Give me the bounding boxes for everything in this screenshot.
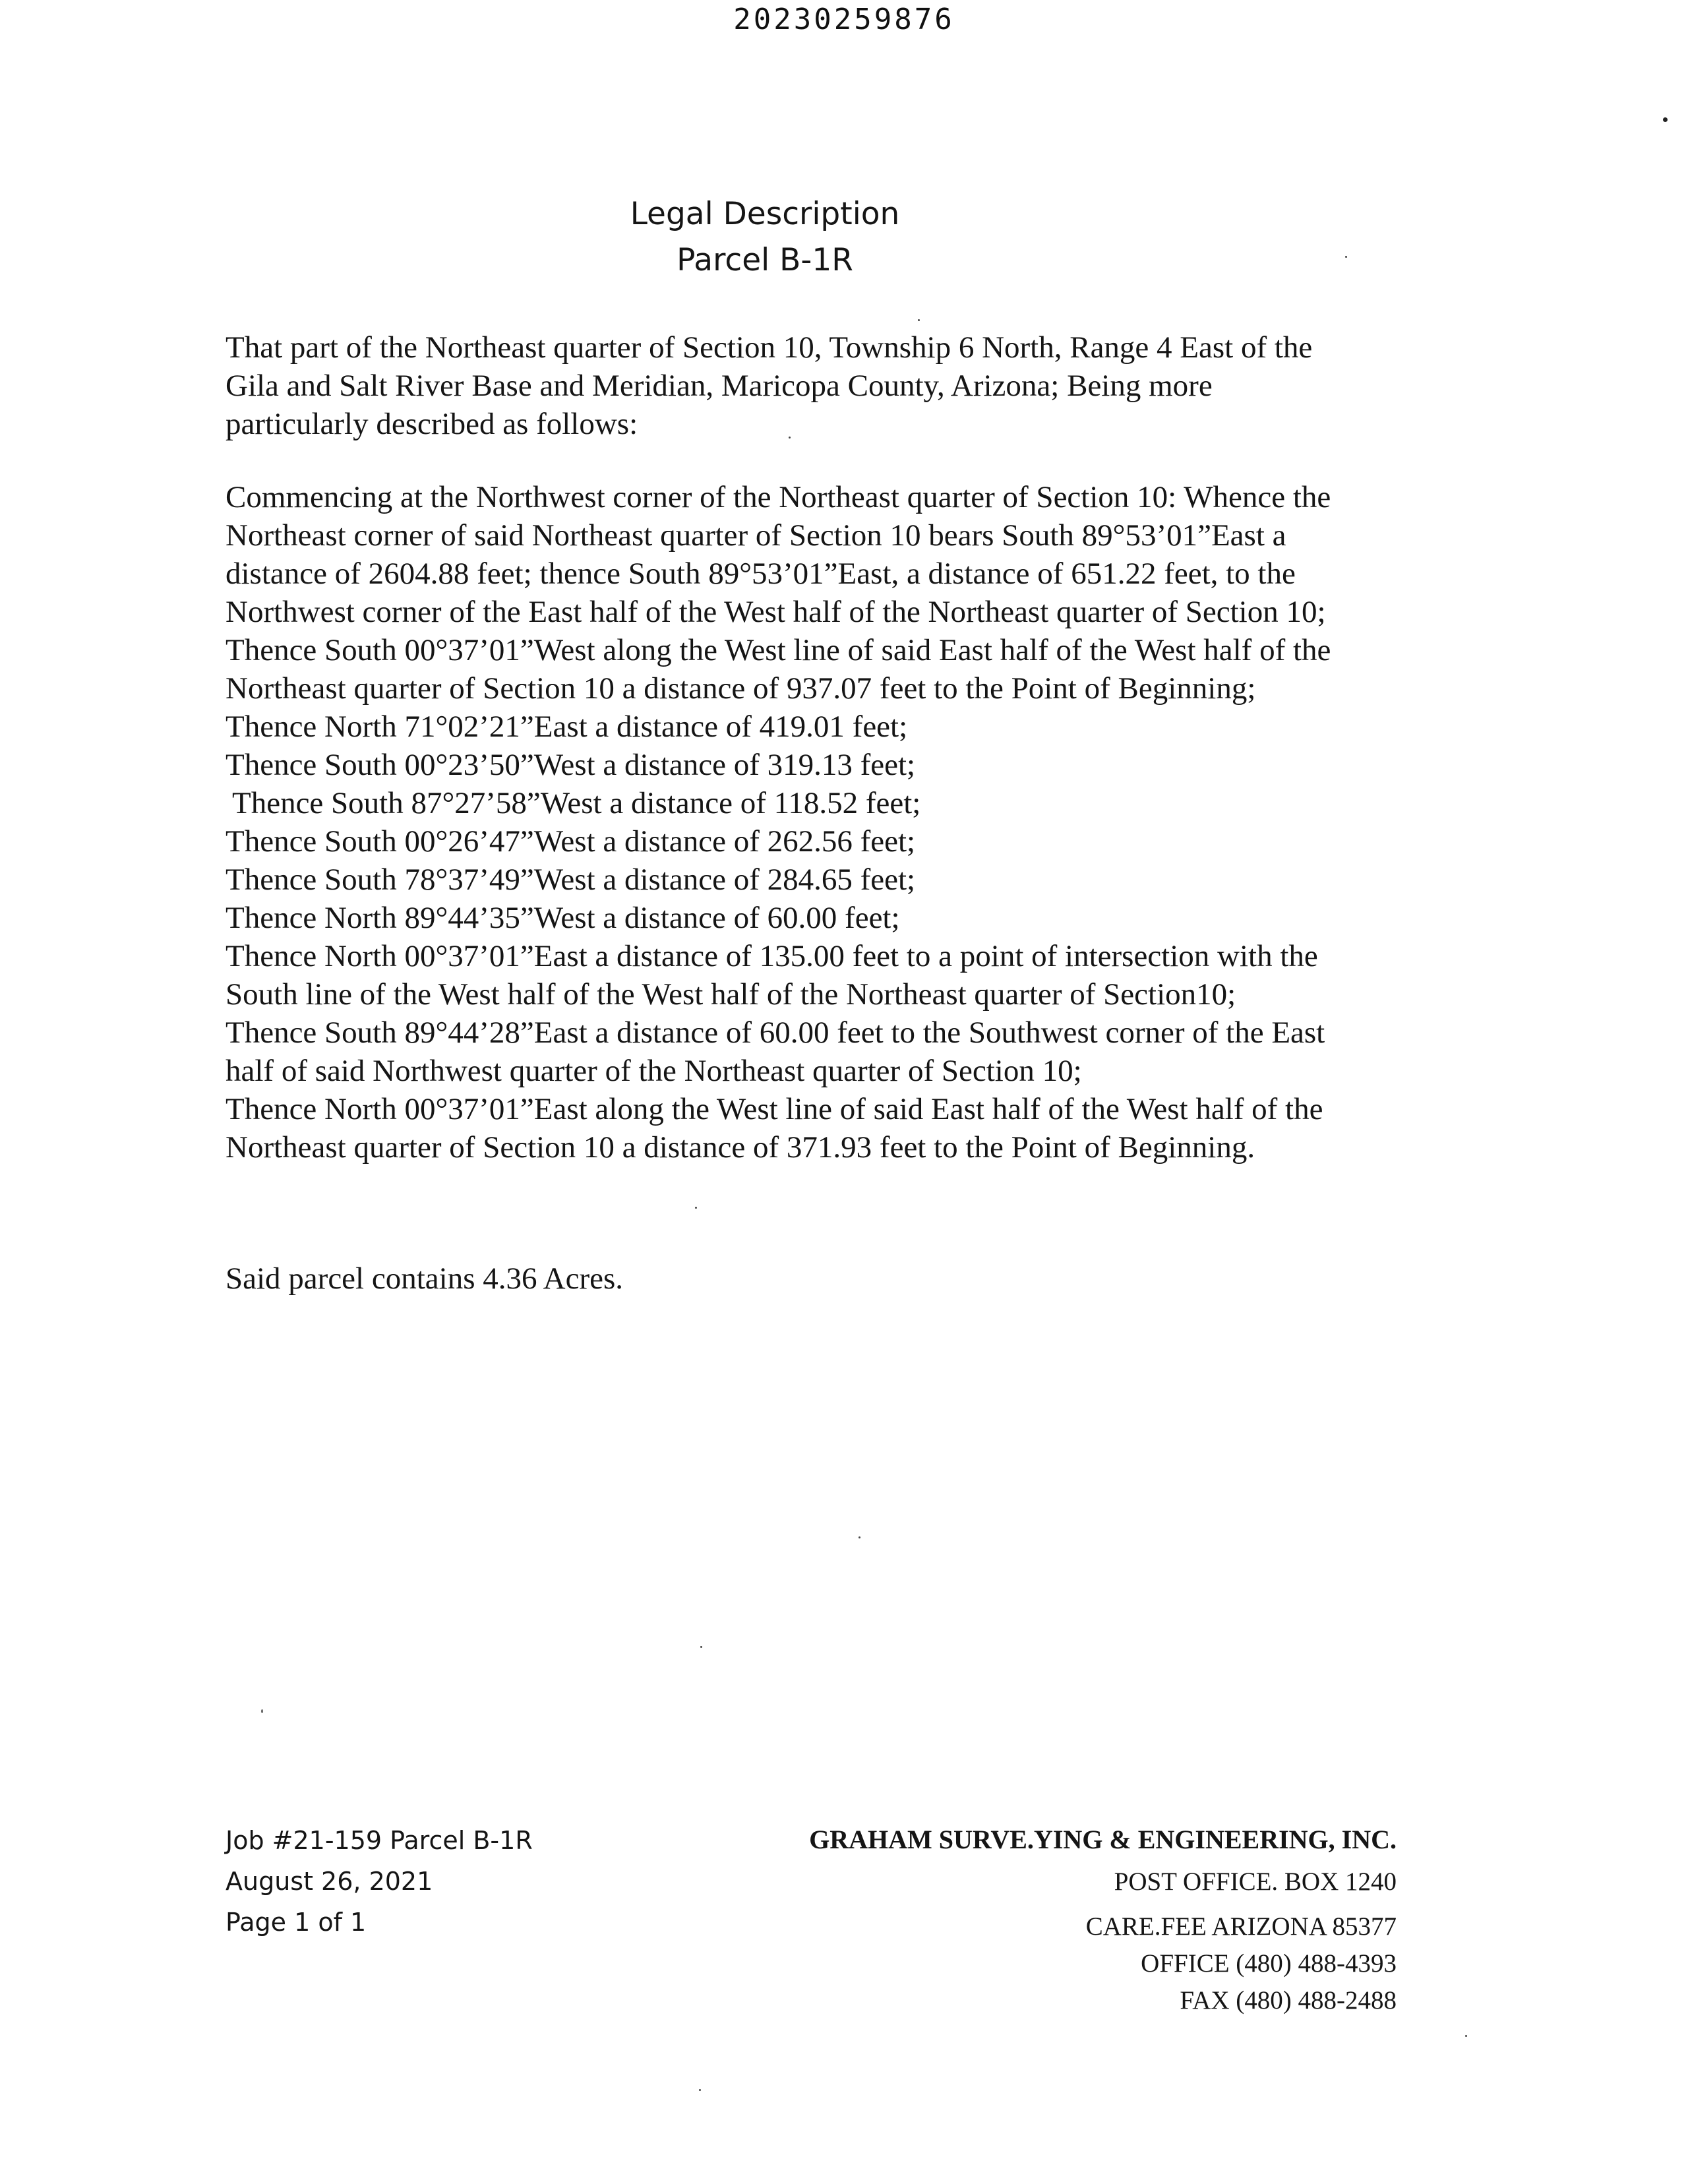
description-line: Thence South 00°37’01”West along the West line of said East half of the West half of the bbox=[226, 633, 1331, 667]
intro-line: particularly described as follows: bbox=[226, 407, 638, 441]
description-line: Thence South 89°44’28”East a distance of 60.00 feet to the Southwest corner of the East bbox=[226, 1016, 1325, 1050]
scan-speck bbox=[699, 2089, 701, 2091]
spacer bbox=[809, 1900, 1397, 1908]
description-line: Northwest corner of the East half of the West half of the Northeast quarter of Section 10; bbox=[226, 595, 1326, 629]
acreage-statement: Said parcel contains 4.36 Acres. bbox=[226, 1261, 623, 1296]
description-line: Thence North 00°37’01”East a distance of 135.00 feet to a point of intersection with the bbox=[226, 939, 1318, 973]
description-line: Thence South 78°37’49”West a distance of 284.65 feet; bbox=[226, 863, 916, 897]
description-line: Thence North 89°44’35”West a distance of 60.00 feet; bbox=[226, 901, 900, 935]
description-line: Thence North 71°02’21”East a distance of 419.01 feet; bbox=[226, 710, 908, 744]
document-number: 20230259876 bbox=[733, 3, 955, 36]
description-line: Thence South 87°27’58”West a distance of 118.52 feet; bbox=[232, 786, 921, 820]
description-line: half of said Northwest quarter of the Northeast quarter of Section 10; bbox=[226, 1054, 1082, 1088]
description-line: Northeast corner of said Northeast quarter of Section 10 bears South 89°53’01”East a bbox=[226, 518, 1286, 553]
scan-speck bbox=[1345, 256, 1347, 258]
scan-speck bbox=[700, 1646, 702, 1648]
scan-speck bbox=[789, 437, 791, 439]
office-phone: OFFICE (480) 488-4393 bbox=[1141, 1949, 1397, 1978]
description-line: distance of 2604.88 feet; thence South 89°53’01”East, a distance of 651.22 feet, to the bbox=[226, 557, 1296, 591]
page-title: Legal Description bbox=[630, 196, 900, 232]
intro-line: Gila and Salt River Base and Meridian, Maricopa County, Arizona; Being more bbox=[226, 369, 1213, 403]
description-line: Northeast quarter of Section 10 a distance of 937.07 feet to the Point of Beginning; bbox=[226, 671, 1256, 706]
description-line: Commencing at the Northwest corner of the Northeast quarter of Section 10: Whence the bbox=[226, 480, 1331, 514]
page-number: Page 1 of 1 bbox=[226, 1908, 367, 1937]
description-line: Thence North 00°37’01”East along the West line of said East half of the West half of the bbox=[226, 1092, 1323, 1126]
city-state-zip: CARE.FEE ARIZONA 85377 bbox=[1085, 1912, 1397, 1941]
intro-paragraph bbox=[226, 328, 1478, 443]
fax-number: FAX (480) 488-2488 bbox=[1180, 1986, 1397, 2015]
scan-speck bbox=[261, 1709, 263, 1713]
parcel-subtitle: Parcel B-1R bbox=[677, 242, 853, 278]
company-name: GRAHAM SURVE.YING & ENGINEERING, INC. bbox=[809, 1825, 1397, 1854]
scan-speck bbox=[1465, 2035, 1467, 2037]
scan-speck bbox=[918, 319, 920, 321]
intro-line: That part of the Northeast quarter of Section 10, Township 6 North, Range 4 East of the bbox=[226, 330, 1313, 365]
description-line: Thence South 00°26’47”West a distance of 262.56 feet; bbox=[226, 824, 916, 859]
po-box: POST OFFICE. BOX 1240 bbox=[1114, 1867, 1397, 1896]
document-date: August 26, 2021 bbox=[226, 1867, 433, 1896]
title-block bbox=[0, 191, 1530, 284]
job-number: Job #21-159 Parcel B-1R bbox=[226, 1826, 533, 1855]
description-line: Northeast quarter of Section 10 a distance of 371.93 feet to the Point of Beginning. bbox=[226, 1130, 1255, 1165]
scan-speck bbox=[859, 1536, 860, 1538]
company-info bbox=[809, 1821, 1397, 2019]
scan-speck bbox=[695, 1207, 697, 1209]
description-line: Thence South 00°23’50”West a distance of 319.13 feet; bbox=[226, 748, 916, 782]
description-paragraph bbox=[226, 478, 1478, 1167]
scan-speck bbox=[1663, 117, 1668, 122]
job-info bbox=[226, 1820, 533, 1943]
description-line: South line of the West half of the West half of the Northeast quarter of Section10; bbox=[226, 977, 1236, 1012]
